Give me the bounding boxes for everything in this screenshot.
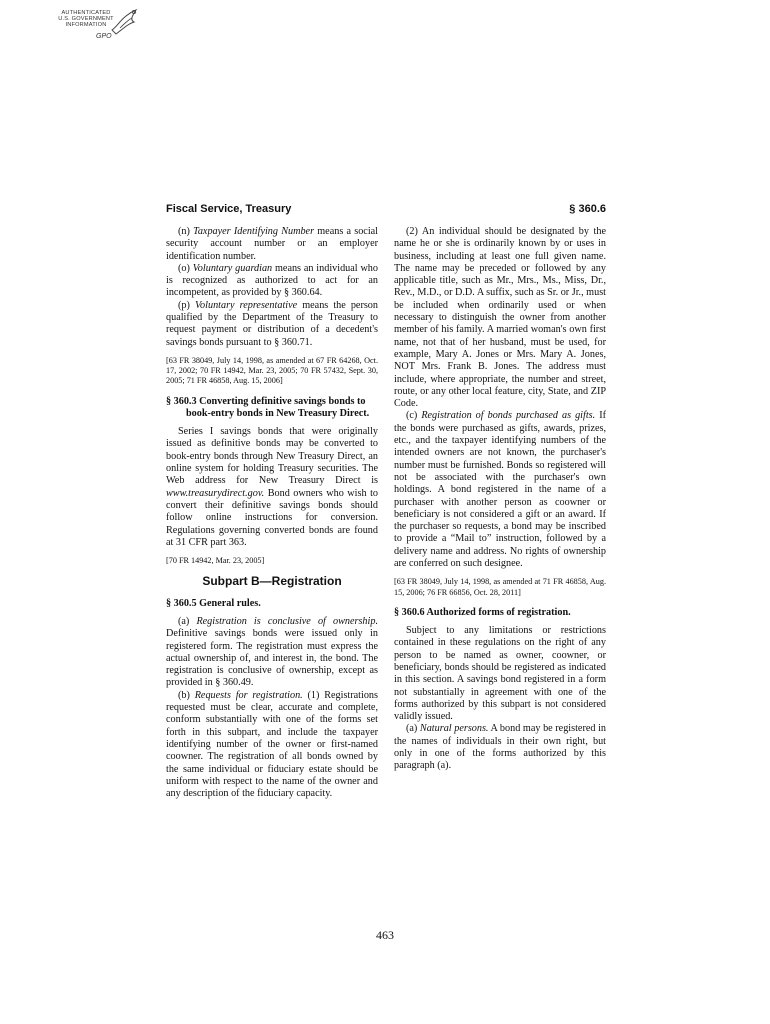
paragraph-360-6: Subject to any limitations or restrictions contained in these regulations on the right of any person to be named as owner, coowner, or beneficiary, bonds should be registered as indicated in this section. A savings bond registered in a form not substantially in agreement with one of the forms authorized by this subpart is not considered validly issued. <box>394 625 606 723</box>
paragraph-p: (p) Voluntary representative means the person qualified by the Department of the Treasury to request payment or distribution of a decedent's savings bonds pursuant to § 360.71. <box>166 299 378 348</box>
paragraph-c: (c) Registration of bonds purchased as gifts. If the bonds were purchased as gifts, awards, prizes, etc., and the taxpayer identifying numbers of the intended owners are not known, the purchaser's number must be furnished. Bonds so registered will not be associated with the purchaser's own holdings. A bond registered in the name of a purchaser with another person as coowner or beneficiary is not considered a gift or an award. If the purchaser so requests, a bond may be inscribed to provide a “Mail to” instruction, followed by a delivery name and address. No rights of ownership are conferred on such designee. <box>394 410 606 570</box>
gpo-authentication-stamp <box>58 6 158 50</box>
section-heading-360-3: § 360.3 Converting definitive savings bonds to book-entry bonds in New Treasury Direct. <box>166 395 370 419</box>
page-number: 463 <box>376 928 394 942</box>
source-citation: [63 FR 38049, July 14, 1998, as amended at 71 FR 46858, Aug. 15, 2006; 76 FR 66856, Oct. 28, 2011] <box>394 577 606 597</box>
paragraph-natural-persons: (a) Natural persons. A bond may be registered in the names of individuals in their own right, but only in one of the forms authorized by this paragraph (a). <box>394 723 606 772</box>
stamp-line: INFORMATION <box>65 22 107 29</box>
paragraph-b: (b) Requests for registration. (1) Registrations requested must be clear, accurate and complete, conform substantially with one of the forms set forth in this subpart, and include the taxpayer identifying number of the owner or first-named coowner. The registration of all bonds owned by the same individual or fiduciary estate should be uniform with respect to the name of the owner and any description of the fiduciary capacity. <box>166 689 378 800</box>
paragraph-360-3: Series I savings bonds that were originally issued as definitive bonds may be converted to book-entry bonds through New Treasury Direct, an online system for holding Treasury securities. The Web address for New Treasury Direct is www.treasurydirect.gov. Bond owners who wish to convert their definitive savings bonds should follow online instructions for conversion. Regulations governing converted bonds are found at 31 CFR part 363. <box>166 426 378 548</box>
right-column <box>394 226 606 773</box>
stamp-gpo-label: GPO <box>96 33 112 40</box>
running-head-right: § 360.6 <box>569 203 606 215</box>
subpart-heading: Subpart B—Registration <box>202 574 342 589</box>
paragraph-n: (n) Taxpayer Identifying Number means a social security account number or an employer identification number. <box>166 226 379 262</box>
section-heading-360-6: § 360.6 Authorized forms of registration. <box>394 606 571 618</box>
paragraph-a: (a) Registration is conclusive of ownership. Definitive savings bonds were issued only in registered form. The registration must express the actual ownership of, and interest in, the bond. The registration is conclusive of ownership, except as provided in § 360.49. <box>166 615 378 689</box>
running-head <box>166 203 606 219</box>
paragraph-b-2: (2) An individual should be designated by the name he or she is ordinarily known by or uses in business, including at least one full given name. The name may be preceded or followed by any applicable title, such as Mr., Mrs., Ms., Miss, Dr., Rev., M.D., or D.D. A suffix, such as Sr. or Jr., must be included when ordinarily used or when necessary to distinguish the owner from another member of his family. A married woman's own first name, not that of her husband, must be used, for example, Mary A. Jones or Mrs. Mary A. Jones, NOT Mrs. Frank B. Jones. The address must include, where appropriate, the number and street, route, or any other local feature, city, State, and ZIP Code. <box>394 226 606 410</box>
stamp-line: AUTHENTICATED <box>61 10 111 16</box>
section-heading-360-5: § 360.5 General rules. <box>166 597 261 609</box>
stamp-line: U.S. GOVERNMENT <box>58 16 114 23</box>
eagle-icon <box>108 6 142 40</box>
paragraph-o: (o) Voluntary guardian means an individual who is recognized as authorized to act for an incompetent, as provided by § 360.64. <box>166 262 378 299</box>
source-citation: [70 FR 14942, Mar. 23, 2005] <box>166 556 265 566</box>
running-head-left: Fiscal Service, Treasury <box>166 203 292 215</box>
stamp-text <box>58 10 114 29</box>
source-citation: [63 FR 38049, July 14, 1998, as amended at 67 FR 64268, Oct. 17, 2002; 70 FR 14942, Mar. 23, 2005; 70 FR 57432, Sept. 30, 2005; 71 FR 46858, Aug. 15, 2006] <box>166 355 378 386</box>
left-column <box>166 226 378 800</box>
